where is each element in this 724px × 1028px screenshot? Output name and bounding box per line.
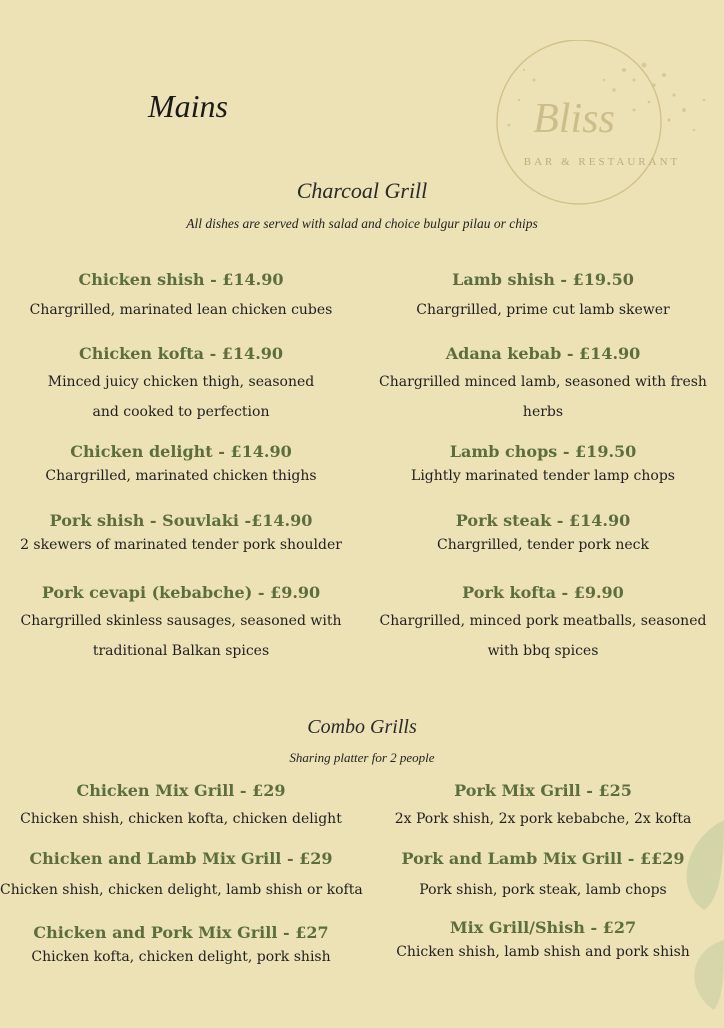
item-desc: Chargrilled, marinated lean chicken cubes (29, 302, 333, 318)
item-title: Mix Grill/Shish - £27 (449, 918, 637, 937)
menu-item (362, 442, 724, 491)
menu-item (362, 918, 724, 967)
item-desc: 2x Pork shish, 2x pork kebabche, 2x kofta (394, 811, 692, 827)
menu-item (0, 270, 362, 325)
menu-item (362, 344, 724, 427)
item-desc: and cooked to perfection (92, 404, 270, 420)
item-desc: Chargrilled, tender pork neck (437, 537, 649, 553)
menu-item (0, 511, 362, 560)
combo-note: Sharing platter for 2 people (289, 750, 435, 765)
menu-item (0, 442, 362, 491)
item-title: Chicken and Lamb Mix Grill - £29 (29, 849, 333, 868)
item-desc: traditional Balkan spices (92, 643, 270, 659)
item-desc: Chargrilled minced lamb, seasoned with fresh (379, 374, 707, 390)
item-title: Pork cevapi (kebabche) - £9.90 (41, 583, 321, 602)
item-title: Chicken kofta - £14.90 (78, 344, 284, 363)
menu-item (362, 270, 724, 325)
item-title: Chicken Mix Grill - £29 (76, 781, 286, 800)
item-title: Lamb shish - £19.50 (452, 270, 634, 289)
item-title: Pork steak - £14.90 (455, 511, 631, 530)
item-title: Chicken and Pork Mix Grill - £27 (33, 923, 329, 942)
item-desc: Minced juicy chicken thigh, seasoned (47, 374, 315, 390)
item-desc: Pork shish, pork steak, lamb chops (419, 882, 667, 898)
item-title: Pork kofta - £9.90 (462, 583, 624, 602)
item-desc: herbs (522, 404, 564, 420)
item-title: Pork shish - Souvlaki -£14.90 (49, 511, 313, 530)
item-desc: 2 skewers of marinated tender pork shoulder (20, 537, 342, 553)
item-title: Lamb chops - £19.50 (449, 442, 637, 461)
section-heading-charcoal: Charcoal Grill (296, 178, 428, 203)
item-desc: Chargrilled skinless sausages, seasoned with (20, 613, 342, 629)
menu-item (362, 511, 724, 560)
menu-item (0, 344, 362, 427)
item-desc: with bbq spices (487, 643, 599, 659)
item-desc: Chicken shish, lamb shish and pork shish (396, 944, 690, 960)
item-title: Chicken delight - £14.90 (70, 442, 292, 461)
item-title: Pork Mix Grill - £25 (454, 781, 632, 800)
item-title: Chicken shish - £14.90 (78, 270, 284, 289)
item-desc: Chargrilled, prime cut lamb skewer (416, 302, 670, 318)
item-desc: Chicken kofta, chicken delight, pork shish (31, 949, 331, 965)
menu-item (362, 849, 724, 905)
logo-tagline: BAR & RESTAURANT (523, 156, 681, 168)
section-heading-combo: Combo Grills (307, 716, 417, 738)
menu-item (0, 849, 362, 905)
item-desc: Chargrilled, minced pork meatballs, seasoned (379, 613, 707, 629)
item-desc: Chargrilled, marinated chicken thighs (45, 468, 317, 484)
item-title: Adana kebab - £14.90 (445, 344, 641, 363)
item-title: Pork and Lamb Mix Grill - ££29 (401, 849, 685, 868)
menu-item (362, 583, 724, 666)
menu-item (362, 781, 724, 834)
menu-item (0, 923, 362, 972)
menu-item (0, 781, 362, 834)
menu-item (0, 583, 362, 666)
charcoal-note: All dishes are served with salad and choice bulgur pilau or chips (186, 216, 538, 231)
logo-wordmark: Bliss (533, 96, 615, 142)
item-desc: Chicken shish, chicken delight, lamb shish or kofta (0, 882, 363, 898)
page-title: Mains (148, 88, 228, 124)
item-desc: Chicken shish, chicken kofta, chicken delight (20, 811, 342, 827)
item-desc: Lightly marinated tender lamp chops (411, 468, 675, 484)
